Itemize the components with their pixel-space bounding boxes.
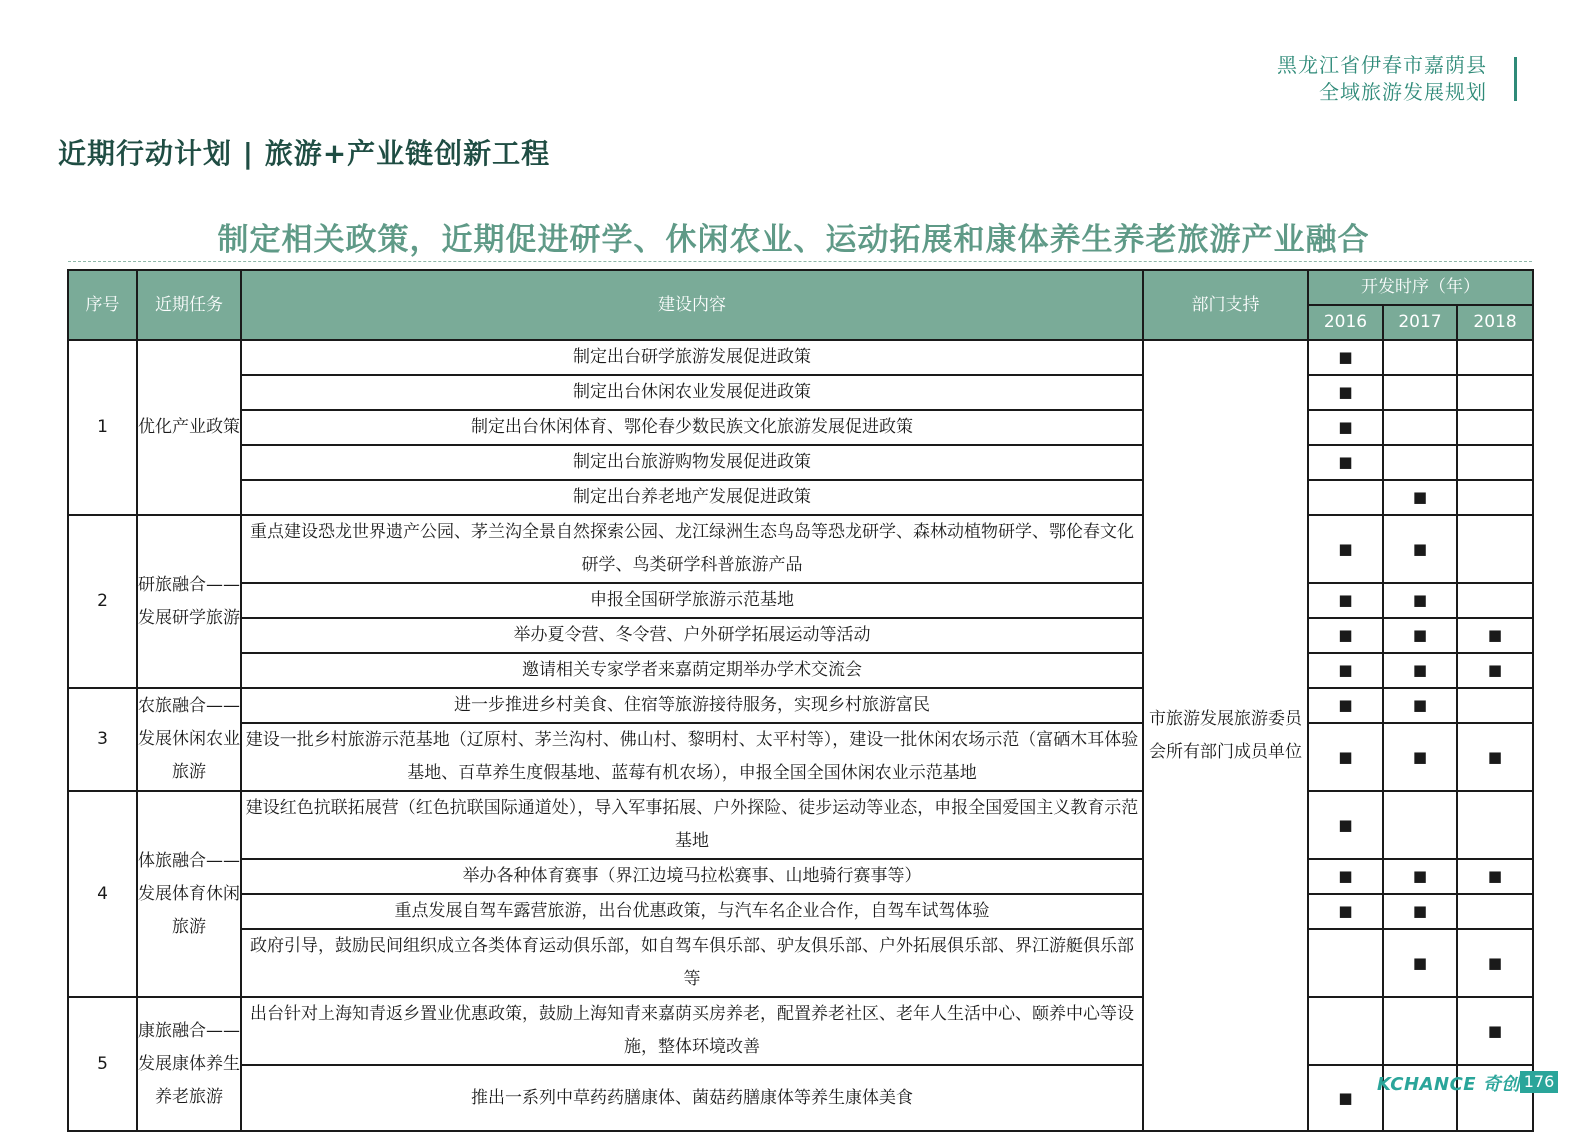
mark-2017: ■ (1383, 894, 1457, 929)
mark-2017: ■ (1383, 688, 1457, 723)
mark-2017 (1383, 340, 1457, 375)
table-row (68, 340, 1533, 375)
header-year-2017: 2017 (1383, 305, 1457, 340)
table-row (68, 375, 1533, 410)
document-header (1277, 52, 1487, 106)
table-row (68, 410, 1533, 445)
content-cell: 邀请相关专家学者来嘉荫定期举办学术交流会 (241, 653, 1143, 688)
mark-2017 (1383, 791, 1457, 859)
mark-2016 (1308, 997, 1383, 1065)
content-cell: 制定出台养老地产发展促进政策 (241, 480, 1143, 515)
mark-2017 (1383, 410, 1457, 445)
header-content: 建设内容 (241, 270, 1143, 340)
content-cell: 政府引导，鼓励民间组织成立各类体育运动俱乐部，如自驾车俱乐部、驴友俱乐部、户外拓展俱乐部、界江游艇俱乐部等 (241, 929, 1143, 997)
mark-2018 (1457, 688, 1533, 723)
table-row (68, 618, 1533, 653)
table-row (68, 515, 1533, 583)
mark-2018 (1457, 445, 1533, 480)
mark-2017: ■ (1383, 653, 1457, 688)
mark-2016: ■ (1308, 688, 1383, 723)
row-number: 4 (68, 791, 137, 997)
table-body (68, 340, 1533, 1131)
table-row (68, 859, 1533, 894)
mark-2017 (1383, 997, 1457, 1065)
mark-2017: ■ (1383, 515, 1457, 583)
content-cell: 推出一系列中草药药膳康体、菌菇药膳康体等养生康体美食 (241, 1065, 1143, 1131)
brand-logo: KCHANCE 奇创 (1377, 1074, 1520, 1095)
table-row (68, 723, 1533, 791)
table-row (68, 445, 1533, 480)
task-cell: 康旅融合——发展康体养生养老旅游 (137, 997, 241, 1131)
mark-2016: ■ (1308, 859, 1383, 894)
header-timeline: 开发时序（年） (1308, 270, 1533, 305)
section-subtitle: 制定相关政策，近期促进研学、休闲农业、运动拓展和康体养生养老旅游产业融合 (217, 222, 1370, 258)
mark-2017 (1383, 375, 1457, 410)
content-cell: 制定出台旅游购物发展促进政策 (241, 445, 1143, 480)
mark-2016: ■ (1308, 653, 1383, 688)
mark-2016: ■ (1308, 583, 1383, 618)
mark-2016: ■ (1308, 515, 1383, 583)
mark-2018: ■ (1457, 929, 1533, 997)
table-row (68, 929, 1533, 997)
row-number: 1 (68, 340, 137, 515)
mark-2016: ■ (1308, 791, 1383, 859)
table-row (68, 480, 1533, 515)
header-no: 序号 (68, 270, 137, 340)
table-row (68, 894, 1533, 929)
table-row (68, 1065, 1533, 1131)
mark-2016: ■ (1308, 410, 1383, 445)
mark-2018: ■ (1457, 859, 1533, 894)
mark-2018 (1457, 480, 1533, 515)
row-number: 3 (68, 688, 137, 791)
content-cell: 重点建设恐龙世界遗产公园、茅兰沟全景自然探索公园、龙江绿洲生态鸟岛等恐龙研学、森林动植物研学、鄂伦春文化研学、鸟类研学科普旅游产品 (241, 515, 1143, 583)
table-row (68, 653, 1533, 688)
header-line-1: 黑龙江省伊春市嘉荫县 (1277, 53, 1487, 77)
mark-2018 (1457, 583, 1533, 618)
mark-2017: ■ (1383, 723, 1457, 791)
task-cell: 研旅融合——发展研学旅游 (137, 515, 241, 688)
mark-2017: ■ (1383, 583, 1457, 618)
task-cell: 农旅融合——发展休闲农业旅游 (137, 688, 241, 791)
row-number: 2 (68, 515, 137, 688)
content-cell: 建设红色抗联拓展营（红色抗联国际通道处），导入军事拓展、户外探险、徒步运动等业态，申报全国爱国主义教育示范基地 (241, 791, 1143, 859)
mark-2017: ■ (1383, 618, 1457, 653)
table-row (68, 791, 1533, 859)
row-number: 5 (68, 997, 137, 1131)
header-year-2018: 2018 (1457, 305, 1533, 340)
content-cell: 出台针对上海知青返乡置业优惠政策，鼓励上海知青来嘉荫买房养老，配置养老社区、老年人生活中心、颐养中心等设施，整体环境改善 (241, 997, 1143, 1065)
mark-2016: ■ (1308, 340, 1383, 375)
mark-2016 (1308, 929, 1383, 997)
mark-2016: ■ (1308, 375, 1383, 410)
mark-2017: ■ (1383, 859, 1457, 894)
header-year-2016: 2016 (1308, 305, 1383, 340)
mark-2016: ■ (1308, 445, 1383, 480)
content-cell: 制定出台研学旅游发展促进政策 (241, 340, 1143, 375)
mark-2016: ■ (1308, 1065, 1383, 1131)
page-title: 近期行动计划 | 旅游+产业链创新工程 (58, 137, 551, 170)
mark-2018: ■ (1457, 997, 1533, 1065)
mark-2017 (1383, 445, 1457, 480)
mark-2016: ■ (1308, 723, 1383, 791)
mark-2017: ■ (1383, 929, 1457, 997)
header-accent-bar (1514, 57, 1517, 101)
mark-2018 (1457, 375, 1533, 410)
page-number: 176 (1520, 1071, 1558, 1093)
header-task: 近期任务 (137, 270, 241, 340)
task-cell: 优化产业政策 (137, 340, 241, 515)
mark-2018 (1457, 894, 1533, 929)
table-row (68, 997, 1533, 1065)
mark-2018 (1457, 340, 1533, 375)
content-cell: 制定出台休闲农业发展促进政策 (241, 375, 1143, 410)
mark-2018 (1457, 515, 1533, 583)
table-row (68, 688, 1533, 723)
mark-2018 (1457, 410, 1533, 445)
action-plan-table (67, 269, 1534, 1132)
mark-2018: ■ (1457, 653, 1533, 688)
content-cell: 建设一批乡村旅游示范基地（辽原村、茅兰沟村、佛山村、黎明村、太平村等），建设一批休闲农场示范（富硒木耳体验基地、百草养生度假基地、蓝莓有机农场），申报全国全国休闲农业示范基地 (241, 723, 1143, 791)
header-dept: 部门支持 (1143, 270, 1308, 340)
content-cell: 重点发展自驾车露营旅游，出台优惠政策，与汽车名企业合作，自驾车试驾体验 (241, 894, 1143, 929)
subtitle-divider (68, 261, 1532, 262)
content-cell: 申报全国研学旅游示范基地 (241, 583, 1143, 618)
mark-2016: ■ (1308, 618, 1383, 653)
mark-2018 (1457, 791, 1533, 859)
mark-2018: ■ (1457, 618, 1533, 653)
content-cell: 进一步推进乡村美食、住宿等旅游接待服务，实现乡村旅游富民 (241, 688, 1143, 723)
mark-2018: ■ (1457, 723, 1533, 791)
content-cell: 制定出台休闲体育、鄂伦春少数民族文化旅游发展促进政策 (241, 410, 1143, 445)
content-cell: 举办各种体育赛事（界江边境马拉松赛事、山地骑行赛事等） (241, 859, 1143, 894)
table-row (68, 583, 1533, 618)
content-cell: 举办夏令营、冬令营、户外研学拓展运动等活动 (241, 618, 1143, 653)
mark-2016 (1308, 480, 1383, 515)
mark-2016: ■ (1308, 894, 1383, 929)
task-cell: 体旅融合——发展体育休闲旅游 (137, 791, 241, 997)
dept-support-cell: 市旅游发展旅游委员会所有部门成员单位 (1143, 340, 1308, 1131)
mark-2017: ■ (1383, 480, 1457, 515)
header-line-2: 全域旅游发展规划 (1319, 80, 1487, 104)
